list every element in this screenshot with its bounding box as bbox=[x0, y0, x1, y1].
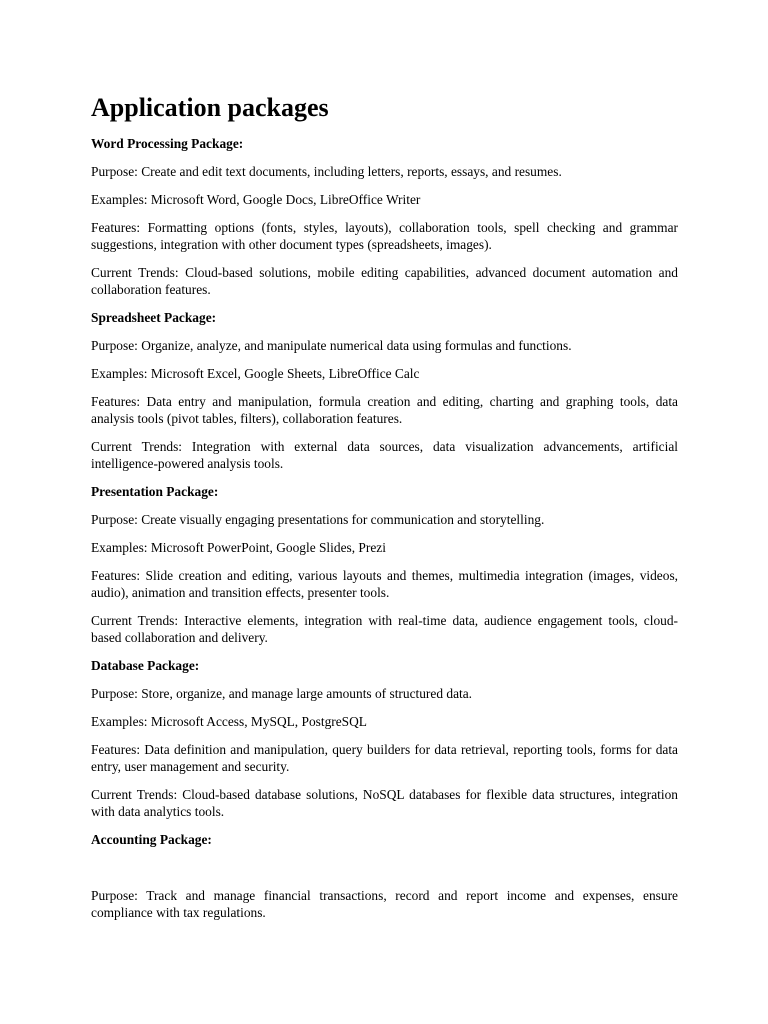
examples-text: Examples: Microsoft Word, Google Docs, LibreOffice Writer bbox=[91, 192, 421, 207]
section-spreadsheet bbox=[91, 309, 678, 472]
examples-text: Examples: Microsoft Access, MySQL, PostgreSQL bbox=[91, 714, 367, 729]
section-heading: Presentation Package: bbox=[91, 484, 219, 499]
section-presentation bbox=[91, 483, 678, 646]
features-text: Features: Formatting options (fonts, styles, layouts), collaboration tools, spell checking and grammar suggestions, integration with other document types (spreadsheets, images). bbox=[91, 220, 678, 252]
purpose-text: Purpose: Store, organize, and manage large amounts of structured data. bbox=[91, 686, 473, 701]
features-text: Features: Slide creation and editing, various layouts and themes, multimedia integration (images, videos, audio), animation and transition effects, presenter tools. bbox=[91, 568, 678, 600]
section-heading: Word Processing Package: bbox=[91, 136, 244, 151]
section-heading: Database Package: bbox=[91, 658, 200, 673]
section-heading: Spreadsheet Package: bbox=[91, 310, 217, 325]
examples-text: Examples: Microsoft PowerPoint, Google Slides, Prezi bbox=[91, 540, 386, 555]
trends-text: Current Trends: Interactive elements, integration with real-time data, audience engagement tools, cloud-based collaboration and delivery. bbox=[91, 613, 678, 645]
features-text: Features: Data definition and manipulation, query builders for data retrieval, reporting tools, forms for data entry, user management and security. bbox=[91, 742, 678, 774]
trends-text: Current Trends: Integration with external data sources, data visualization advancements, artificial intelligence-powered analysis tools. bbox=[91, 439, 678, 471]
blank-line bbox=[91, 859, 678, 887]
purpose-text: Purpose: Organize, analyze, and manipulate numerical data using formulas and functions. bbox=[91, 338, 572, 353]
purpose-text: Purpose: Create and edit text documents, including letters, reports, essays, and resumes. bbox=[91, 164, 562, 179]
section-word-processing bbox=[91, 135, 678, 298]
section-database bbox=[91, 657, 678, 820]
purpose-text: Purpose: Track and manage financial transactions, record and report income and expenses, ensure compliance with tax regulations. bbox=[91, 888, 678, 920]
features-text: Features: Data entry and manipulation, formula creation and editing, charting and graphing tools, data analysis tools (pivot tables, filters), collaboration features. bbox=[91, 394, 678, 426]
purpose-text: Purpose: Create visually engaging presentations for communication and storytelling. bbox=[91, 512, 545, 527]
section-heading: Accounting Package: bbox=[91, 832, 212, 847]
document-title: Application packages bbox=[91, 93, 329, 122]
document-body bbox=[91, 92, 678, 932]
examples-text: Examples: Microsoft Excel, Google Sheets, LibreOffice Calc bbox=[91, 366, 420, 381]
trends-text: Current Trends: Cloud-based database solutions, NoSQL databases for flexible data structures, integration with data analytics tools. bbox=[91, 787, 678, 819]
section-accounting bbox=[91, 831, 678, 921]
trends-text: Current Trends: Cloud-based solutions, mobile editing capabilities, advanced document automation and collaboration features. bbox=[91, 265, 678, 297]
